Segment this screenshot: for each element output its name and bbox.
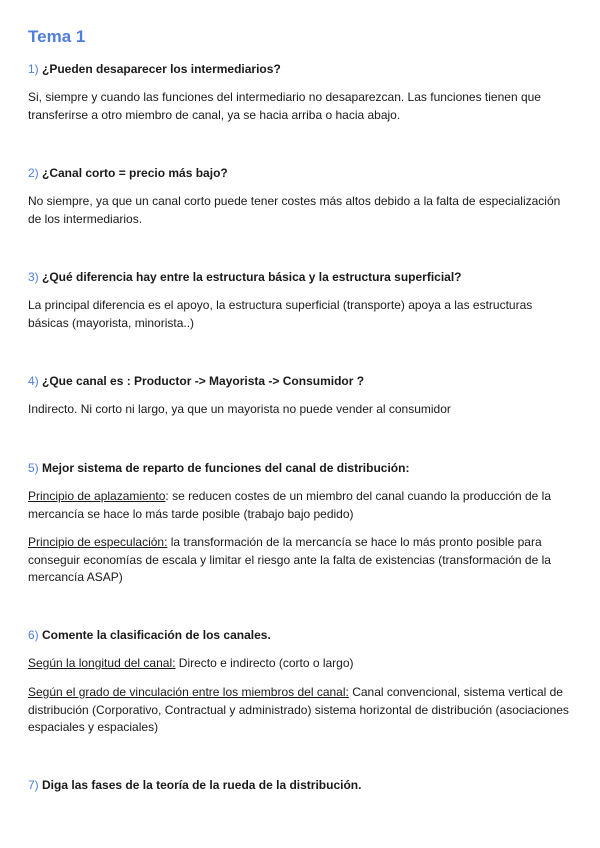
classification-text: Canal convencional, sistema vertical de distribución (Corporativo, Contractual y administrado) sistema horizontal de distribución (asociaciones espaciales y espaciales) (28, 685, 569, 734)
question-2 (28, 166, 228, 180)
principle-text: la transformación de la mercancía se hace lo más pronto posible para conseguir economías de escala y limitar el riesgo ante la falta de existencias (transformación de la mercancía ASAP) (28, 535, 551, 584)
question-text: Comente la clasificación de los canales. (42, 628, 271, 642)
question-text: ¿Pueden desaparecer los intermediarios? (42, 62, 281, 76)
answer-5-paragraph-1 (28, 488, 573, 523)
answer-4: Indirecto. Ni corto ni largo, ya que un mayorista no puede vender al consumidor (28, 402, 451, 416)
principle-label: Principio de aplazamiento (28, 489, 166, 503)
classification-text: Directo e indirecto (corto o largo) (175, 656, 354, 670)
question-text: ¿Canal corto = precio más bajo? (42, 166, 228, 180)
question-6 (28, 628, 271, 642)
question-7 (28, 778, 361, 792)
page-title: Tema 1 (28, 27, 86, 46)
answer-1: Si, siempre y cuando las funciones del intermediario no desaparezcan. Las funciones tienen que transferirse a otro miembro de canal, ya se hacia arriba o hacia abajo. (28, 90, 541, 122)
question-text: Diga las fases de la teoría de la rueda de la distribución. (42, 778, 362, 792)
question-4 (28, 374, 364, 388)
question-number: 6) (28, 628, 39, 642)
question-text: Mejor sistema de reparto de funciones del canal de distribución: (42, 461, 410, 475)
answer-6-paragraph-1 (28, 655, 573, 673)
question-text: ¿Que canal es : Productor -> Mayorista -> Consumidor ? (42, 374, 365, 388)
answer-6-paragraph-2 (28, 684, 573, 737)
question-3 (28, 270, 462, 284)
question-5 (28, 461, 409, 475)
question-number: 5) (28, 461, 39, 475)
answer-3: La principal diferencia es el apoyo, la estructura superficial (transporte) apoya a las estructuras básicas (mayorista, minorista..) (28, 298, 533, 330)
question-number: 3) (28, 270, 39, 284)
answer-2: No siempre, ya que un canal corto puede tener costes más altos debido a la falta de especialización de los intermediarios. (28, 194, 561, 226)
question-number: 4) (28, 374, 39, 388)
question-number: 7) (28, 778, 39, 792)
question-number: 2) (28, 166, 39, 180)
classification-label: Según el grado de vinculación entre los miembros del canal: (28, 685, 349, 699)
question-number: 1) (28, 62, 39, 76)
principle-label: Principio de especulación: (28, 535, 168, 549)
question-text: ¿Qué diferencia hay entre la estructura básica y la estructura superficial? (42, 270, 462, 284)
question-1 (28, 62, 281, 76)
answer-5-paragraph-2 (28, 534, 573, 587)
principle-text: : se reducen costes de un miembro del canal cuando la producción de la mercancía se hace lo más tarde posible (trabajo bajo pedido) (28, 489, 551, 521)
classification-label: Según la longitud del canal: (28, 656, 176, 670)
